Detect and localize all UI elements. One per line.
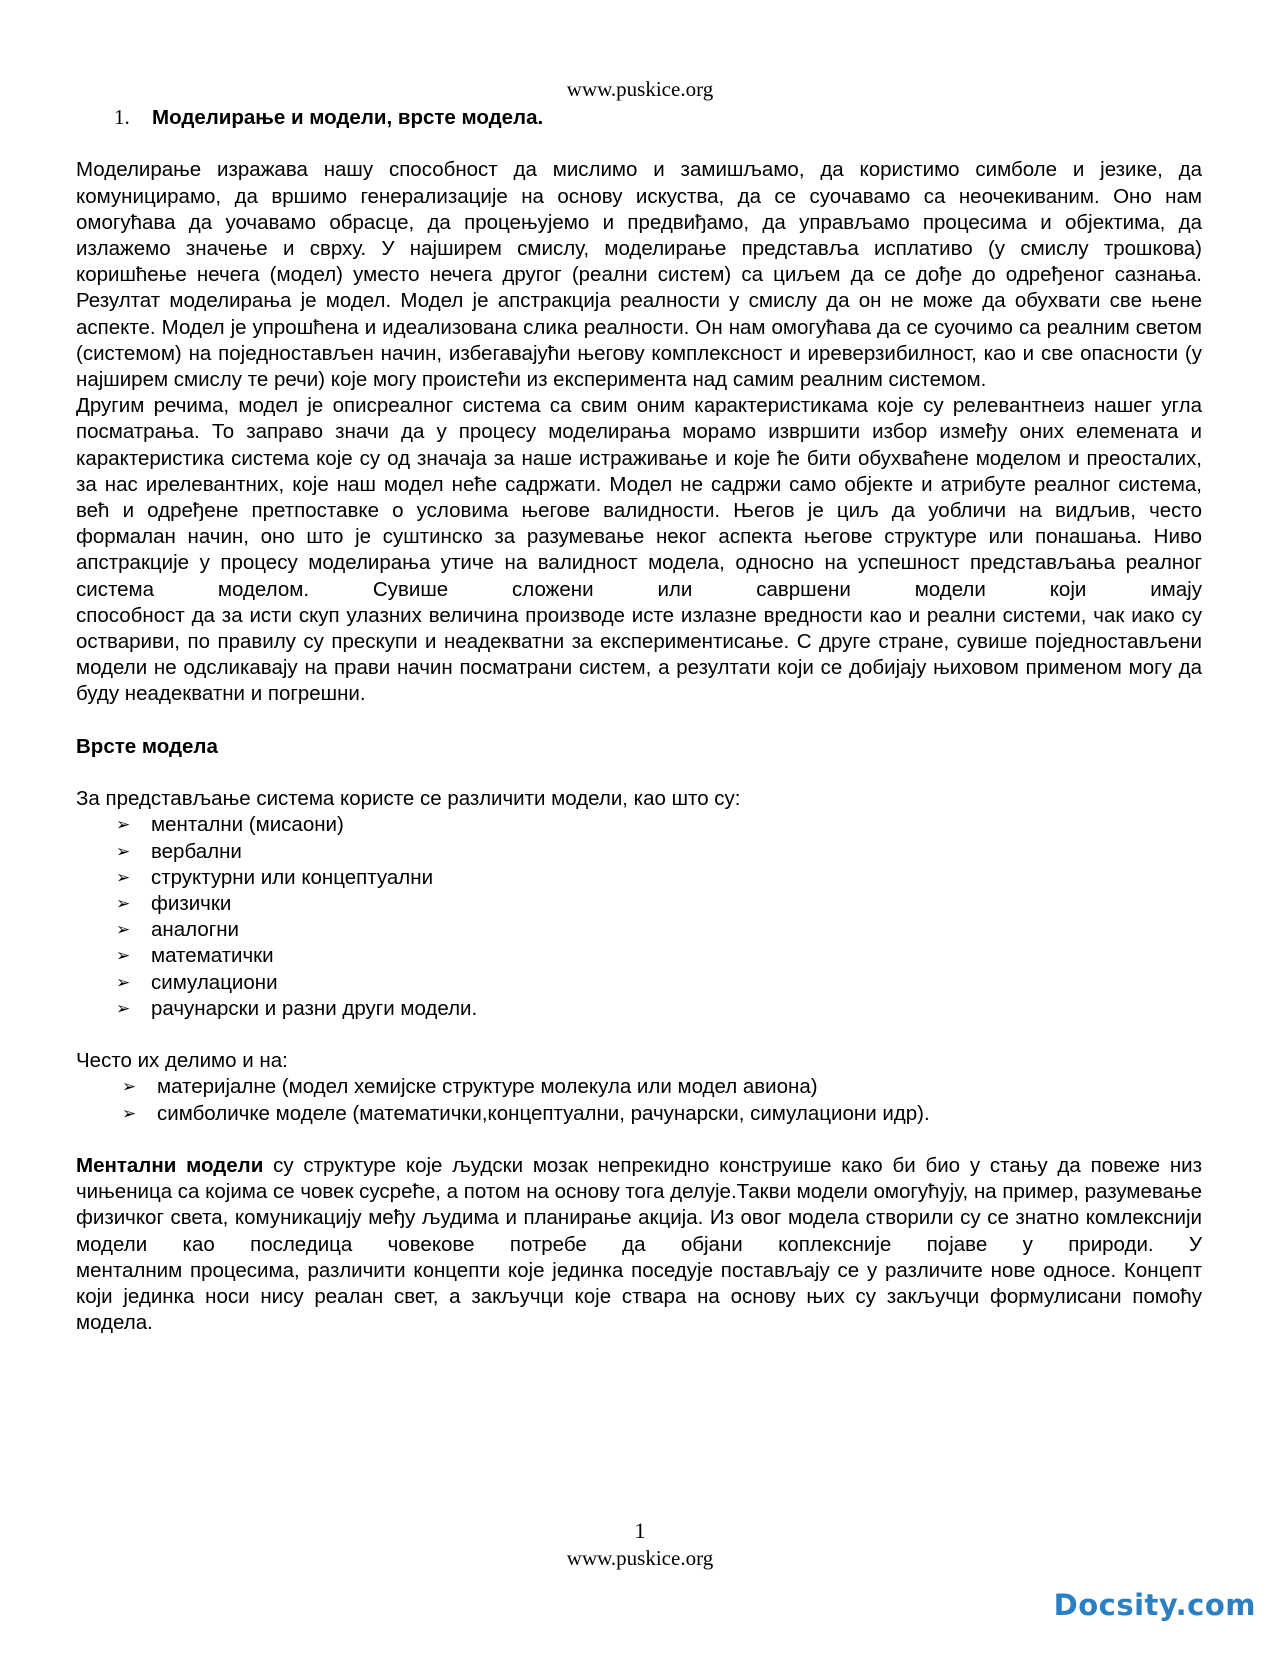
list-item: ➢ симулациони [76,970,1202,996]
arrow-bullet-icon: ➢ [116,946,131,966]
arrow-bullet-icon: ➢ [116,894,131,914]
model-types-intro: За представљање система користе се различити модели, као што су: [76,787,741,811]
section-number: 1. [114,105,130,129]
list-item: ➢ математички [76,943,1202,969]
arrow-bullet-icon: ➢ [116,867,131,887]
model-types-list [76,812,1202,1022]
section-title-text: Моделирање и модели, врсте модела. [152,106,544,129]
list-item: ➢ физички [76,891,1202,917]
spacer [76,1022,1202,1048]
split-list [76,1074,1202,1126]
list-item: ➢ структурни или концептуални [76,865,1202,891]
mental-models-term: Ментални модели [76,1154,264,1178]
page-number: 1 [634,1518,646,1543]
docsity-watermark: Docsity.com [1053,1588,1256,1622]
paragraph-mental-models: Ментални модели су структуре које људски мозак непрекидно конструише како би био у стању да повеже низ чињеница са којима се човек сусреће, а потом на основу тога делује.Такви модели омогућују, на пример, разумевање физичког света, комуникацију међу људима и планирање акција. Из овог модела створили су се знатно комлекснији модели као последица човекове потребе да објани коплексније појаве у природи. У [76,1154,1202,1256]
spacer [76,1127,1202,1153]
list-item: ➢ вербални [76,839,1202,865]
list-item: ➢ материјалне (модел хемијске структуре молекула или модел авиона) [76,1074,1202,1100]
spacer [76,131,1202,157]
paragraph-complex-models: способност да за исти скуп улазних величина производе исте излазне вредности као и реални системи, чак иако су оствариви, по правилу су прескупи и неадекватни за експериментисање. С друге стране, сувише поједностављени модели не одсликавају на прави начин посматрани систем, а резултати који се добијају њиховом применом могу да буду неадекватни и погрешни. [76,603,1202,706]
split-intro: Често их делимо и на: [76,1049,288,1073]
footer-site-url[interactable]: www.puskice.org [566,1546,714,1570]
spacer [76,708,1202,734]
list-item: ➢ ментални (мисаони) [76,812,1202,838]
arrow-bullet-icon: ➢ [116,841,131,861]
paragraph-model-definition: Другим речима, модел је описреалног система са свим оним карактеристикама које су релевантнеиз нашег угла посматрања. То заправо значи да у процесу моделирања морамо извршити избор између оних елемената и карактеристика система које су од значаја за наше истраживање и које ће бити обухваћене моделом и преосталих, за нас ирелевантних, које наш модел неће садржати. Модел не садржи само објекте и атрибуте реалног система, већ и одређене претпоставке о условима његове валидности. Његов је циљ да уобличи на видљив, често [76,394,1202,523]
paragraph-abstraction-level: формалан начин, оно што је суштинско за разумевање неког аспекта његове структуре или понашања. Ниво апстракције у процесу моделирања утиче на валидност модела, односно на успешност представљања реалног система моделом. Сувише сложени или савршени модели који имају [76,525,1202,601]
section-title [76,104,1202,131]
paragraph-mental-processes: менталним процесима, различити концепти које јединка поседује постављају се у различите нове односе. Концепт који јединка носи нису реалан свет, а закључци које ствара на основу њих су закључци формулисани помоћу модела. [76,1258,1202,1335]
model-types-heading: Врсте модела [76,734,218,758]
arrow-bullet-icon: ➢ [116,815,131,835]
arrow-bullet-icon: ➢ [122,1077,137,1097]
arrow-bullet-icon: ➢ [116,998,131,1018]
paragraph-modeling-intro: Моделирање изражава нашу способност да мислимо и замишљамо, да користимо симболе и језике, да комуницирамо, да вршимо генерализације на основу искуства, да се суочавамо са неочекиваним. Оно нам омогућава да уочавамо обрасце, да процењујемо и предвиђамо, да управљамо процесима и објектима, да излажемо значење и сврху. У најширем смислу, моделирање представља исплативо (у смислу трошкова) коришћење нечега (модел) уместо нечега другог (реални систем) са циљем да се дође до одређеног сазнања. Резултат моделирања је модел. Модел је апстракција реалности у смислу да он не може да обухвати све њене аспекте. Модел је упрошћена и идеализована слика реалности. Он нам омогућава да се суочимо са реалним светом (системом) на поједностављен начин, избегавајући његову комплексност и иреверзибилност, као и све опасности (у најширем смислу те речи) које могу проистећи из експеримента над самим реалним системом. [76,158,1202,392]
arrow-bullet-icon: ➢ [122,1103,137,1123]
header-site-url[interactable]: www.puskice.org [566,77,714,101]
page-body [76,104,1202,1336]
arrow-bullet-icon: ➢ [116,920,131,940]
list-item: ➢ рачунарски и разни други модели. [76,996,1202,1022]
spacer [76,760,1202,786]
arrow-bullet-icon: ➢ [116,972,131,992]
list-item: ➢ симболичке моделе (математички,концептуални, рачунарски, симулациони идр). [76,1101,1202,1127]
list-item: ➢ аналогни [76,917,1202,943]
